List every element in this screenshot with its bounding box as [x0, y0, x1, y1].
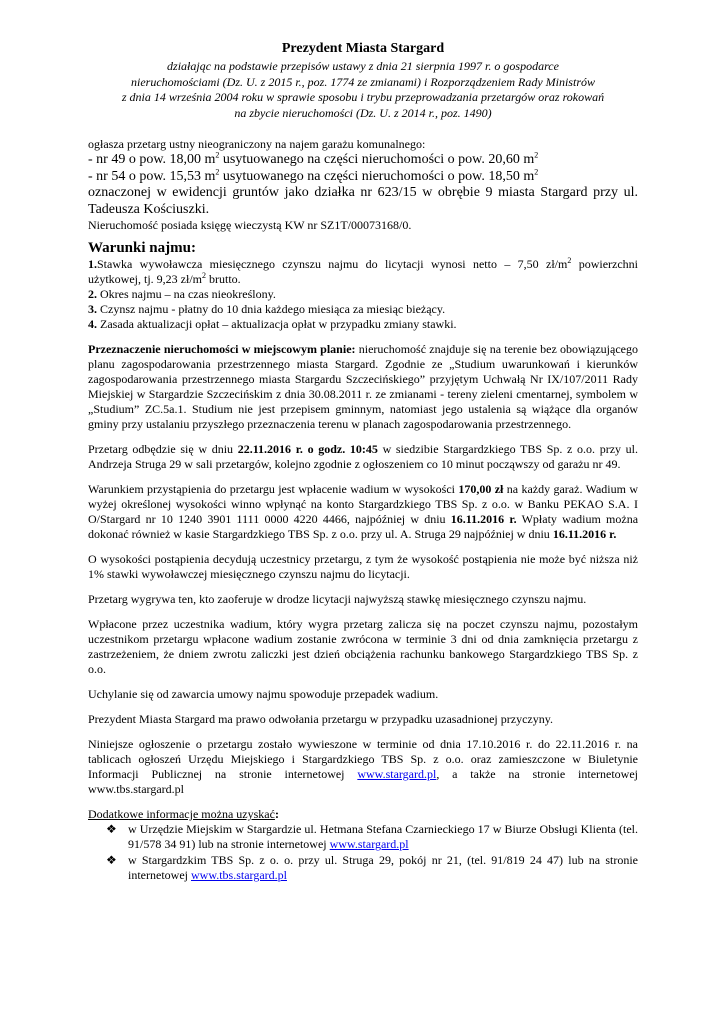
- term-2: 2. Okres najmu – na czas nieokreślony.: [88, 287, 276, 301]
- preamble-line: z dnia 14 września 2004 roku w sprawie sposobu i trybu przeprowadzania przetargów oraz rokowań: [121, 90, 605, 104]
- deposit-paragraph: Warunkiem przystąpienia do przetargu jest wpłacenie wadium w wysokości 170,00 zł na każdy garaż. Wadium w wyżej określonej wysokości winno wpłynąć na konto Stargardzkiego TBS Sp. z o.o. w Banku PEKAO S.A. I O/Stargard nr 10 1240 3901 1111 0000 4220 4466, najpóźniej w dniu 16.11.2016 r. Wpłaty wadium można dokonać również w kasie Stargardzkiego TBS Sp. z o.o. przy ul. A. Struga 29 najpóźniej w dniu 16.11.2016 r.: [88, 482, 639, 541]
- terms-heading: Warunki najmu:: [88, 240, 196, 256]
- posting-paragraph: Niniejsze ogłoszenie o przetargu zostało wywieszone w terminie od dnia 17.10.2016 r. do 22.11.2016 r. na tablicach ogłoszeń Urzędu Miejskiego i Stargardzkiego TBS Sp. z o.o. oraz zamieszczone w Biuletynie Informacji Publicznej na stronie internetowej www.stargard.pl, a także na stronie internetowej www.tbs.stargard.pl: [88, 737, 639, 796]
- stargard-link[interactable]: www.stargard.pl: [329, 837, 409, 851]
- term-3: 3. Czynsz najmu - płatny do 10 dnia każdego miesiąca za miesiąc bieżący.: [88, 302, 446, 316]
- info-heading: Dodatkowe informacje można uzyskać:: [88, 807, 279, 821]
- refund-paragraph: Wpłacone przez uczestnika wadium, który wygra przetarg zalicza się na poczet czynszu najmu, pozostałym uczestnikom przetargu wpłacone wadium zostanie zwrócona w terminie 3 dni od dnia zamknięcia przetargu z zastrzeżeniem, że dniem zwrotu zaliczki jest dzień obciążenia rachunku bankowego Stargardzkiego TBS Sp. z o.o.: [88, 617, 638, 676]
- document-title: Prezydent Miasta Stargard: [281, 41, 445, 56]
- preamble-line: działając na podstawie przepisów ustawy z dnia 21 sierpnia 1997 r. o gospodarce: [167, 59, 559, 73]
- preamble-line: na zbycie nieruchomości (Dz. U. z 2014 r., poz. 1490): [234, 105, 492, 120]
- tbs-stargard-link[interactable]: www.tbs.stargard.pl: [190, 868, 287, 882]
- land-register-note: Nieruchomość posiada księgę wieczystą KW nr SZ1T/00073168/0.: [88, 218, 412, 232]
- stargard-link[interactable]: www.stargard.pl: [357, 767, 437, 781]
- announcement-intro: ogłasza przetarg ustny nieograniczony na najem garażu komunalnego:: [88, 137, 426, 151]
- diamond-bullet-icon: ❖: [106, 853, 117, 867]
- term-4: 4. Zasada aktualizacji opłat – aktualizacja opłat w przypadku zmiany stawki.: [88, 317, 457, 331]
- parcel-description: oznaczonej w ewidencji gruntów jako działka nr 623/15 w obrębie 9 miasta Stargard przy ul. Tadeusza Kościuszki.: [88, 185, 638, 217]
- preamble-line: nieruchomościami (Dz. U. z 2015 r., poz. 1774 ze zmianami) i Rozporządzeniem Rady Ministrów: [131, 74, 595, 89]
- legal-preamble: [88, 59, 638, 121]
- term-1: 1.Stawka wywoławcza miesięcznego czynszu najmu do licytacji wynosi netto – 7,50 $zł/m^2$ powierzchni użytkowej, tj. 9,23 $zł/m^2$ brutto.: [88, 256, 638, 286]
- garage-item-54: - nr 54 o pow. 15,53 $m^2$ usytuowanego na części nieruchomości o pow. 18,50 $m^2$: [88, 166, 539, 184]
- zoning-paragraph: Przeznaczenie nieruchomości w miejscowym planie: nieruchomość znajduje się na terenie bez obowiązującego planu zagospodarowania przestrzennego miasta Stargard. Zgodnie ze „Studium uwarunkowań i kierunków zagospodarowania przestrzennego miasta Stargardu Szczecińskiego” przyjętym Uchwałą Nr IX/107/2011 Rady Miejskiej w Stargardzie Szczecińskim z dnia 30.08.2011 r. ze zmianami - tereny zieleni cmentarnej, symbolem w „Studium” ZC.5a.1. Studium nie jest przepisem gminnym, natomiast jego ustalenia są wiążące dla organów gminy przy ustalaniu przyszłego przeznaczenia terenu w planach zagospodarowania przestrzennego.: [88, 342, 638, 431]
- forfeit-paragraph: Uchylanie się od zawarcia umowy najmu spowoduje przepadek wadium.: [88, 687, 439, 701]
- auction-date-paragraph: Przetarg odbędzie się w dniu 22.11.2016 r. o godz. 10:45 w siedzibie Stargardzkiego TBS Sp. z o.o. przy ul. Andrzeja Struga 29 w sali przetargów, kolejno zgodnie z ogłoszeniem co 10 minut począwszy od garażu nr 49.: [88, 442, 639, 471]
- increment-paragraph: O wysokości postąpienia decydują uczestnicy przetargu, z tym że wysokość postąpienia nie może być niższa niż 1% stawki wywoławczej miesięcznego czynszu najmu do licytacji.: [88, 552, 638, 581]
- list-item: ❖ w Urzędzie Miejskim w Stargardzie ul. Hetmana Stefana Czarnieckiego 17 w Biurze Obsługi Klienta (tel. 91/578 34 91) lub na stronie internetowej www.stargard.pl: [106, 822, 638, 851]
- cancel-paragraph: Prezydent Miasta Stargard ma prawo odwołania przetargu w przypadku uzasadnionej przyczyny.: [88, 712, 553, 726]
- winner-paragraph: Przetarg wygrywa ten, kto zaoferuje w drodze licytacji najwyższą stawkę miesięcznego czynszu najmu.: [88, 592, 587, 606]
- list-item: ❖ w Stargardzkim TBS Sp. z o. o. przy ul. Struga 29, pokój nr 21, (tel. 91/819 24 47) lub na stronie internetowej www.tbs.stargard.pl: [106, 853, 638, 882]
- document-page: [88, 40, 638, 884]
- garage-item-49: - nr 49 o pow. 18,00 $m^2$ usytuowanego na części nieruchomości o pow. 20,60 $m^2$: [88, 150, 539, 167]
- info-list: [88, 822, 638, 883]
- diamond-bullet-icon: ❖: [106, 822, 117, 836]
